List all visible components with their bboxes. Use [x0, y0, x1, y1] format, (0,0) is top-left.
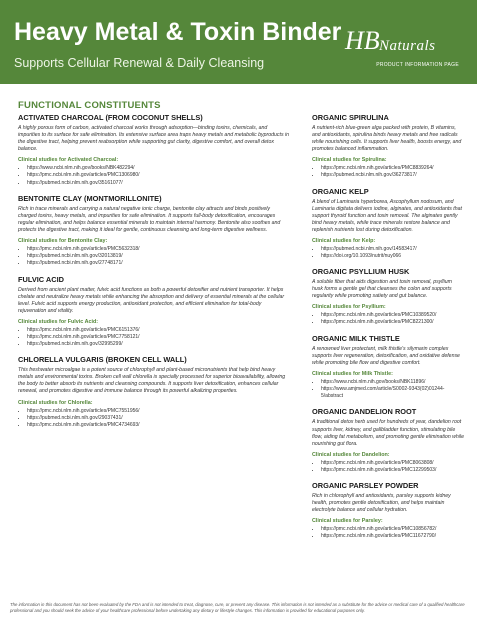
clinical-studies-label: Clinical studies for Bentonite Clay:: [18, 237, 108, 244]
clinical-studies-label: Clinical studies for Psyllium:: [312, 304, 386, 311]
study-link[interactable]: • https://doi.org/10.1093/nutrit/nuy066: [321, 253, 464, 260]
right-column: [312, 113, 464, 548]
page-subtitle: Supports Cellular Renewal & Daily Cleansing: [14, 56, 265, 70]
study-links-list: [312, 246, 464, 261]
ingredient-name: FULVIC ACID: [18, 274, 64, 284]
ingredient-section: [18, 113, 290, 187]
study-link[interactable]: • https://pmc.ncbi.nlm.nih.gov/articles/PMC5632318/: [27, 246, 290, 253]
ingredient-name: ORGANIC PARSLEY POWDER: [312, 481, 419, 491]
clinical-studies-label: Clinical studies for Activated Charcoal:: [18, 157, 119, 164]
clinical-studies-label: Clinical studies for Kelp:: [312, 237, 376, 244]
study-links-list: [18, 408, 290, 430]
ingredient-name: BENTONITE CLAY (MONTMORILLONITE): [18, 193, 162, 203]
study-links-list: [312, 379, 464, 401]
study-link[interactable]: • https://pmc.ncbi.nlm.nih.gov/articles/PMC4734693/: [27, 422, 290, 429]
left-column: [18, 113, 290, 436]
ingredient-name: ORGANIC DANDELION ROOT: [312, 407, 417, 417]
clinical-studies-label: Clinical studies for Milk Thistle:: [312, 370, 393, 377]
section-title: FUNCTIONAL CONSTITUENTS: [18, 100, 161, 111]
ingredient-section: [312, 334, 464, 401]
brand-logo: [339, 26, 459, 76]
logo-brand: Naturals: [379, 38, 436, 54]
study-link[interactable]: • https://pmc.ncbi.nlm.nih.gov/articles/PMC7551956/: [27, 408, 290, 415]
study-link[interactable]: • https://pmc.ncbi.nlm.nih.gov/articles/PMC10856782/: [321, 526, 464, 533]
study-link[interactable]: • https://pmc.ncbi.nlm.nih.gov/articles/PMC6151376/: [27, 327, 290, 334]
study-link[interactable]: • https://pubmed.ncbi.nlm.nih.gov/35161077/: [27, 180, 290, 187]
ingredient-section: [312, 113, 464, 180]
ingredient-description: Derived from ancient plant matter, fulvic acid functions as both a powerful detoxifier and nutrient transporter. It helps chelate and neutralize heavy metals while enhancing the absorption and delivery of essential minerals at the cellular level. Fulvic acid supports energy production, antioxidant protection, and efficient elimination for total-body rejuvenation and vitality.: [18, 286, 285, 314]
logo-mark: HB: [345, 26, 380, 55]
study-links-list: [312, 312, 464, 327]
ingredient-description: A renowned liver protectant, milk thistle's silymarin complex supports liver regeneration, detoxification, and oxidative defense while promoting bile flow and digestive comfort.: [312, 345, 460, 366]
page-title: Heavy Metal & Toxin Binder: [14, 18, 342, 46]
study-link[interactable]: • https://pmc.ncbi.nlm.nih.gov/articles/PMC8221300/: [321, 319, 464, 326]
ingredient-section: [312, 407, 464, 474]
header-banner: [0, 0, 477, 84]
ingredient-section: [312, 187, 464, 261]
clinical-studies-label: Clinical studies for Spirulina:: [312, 157, 387, 164]
clinical-studies-label: Clinical studies for Dandelion:: [312, 451, 390, 458]
study-links-list: [312, 165, 464, 180]
ingredient-name: ORGANIC KELP: [312, 186, 369, 196]
study-link[interactable]: • https://pubmed.ncbi.nlm.nih.gov/27748171/: [27, 260, 290, 267]
ingredient-name: ORGANIC PSYLLIUM HUSK: [312, 267, 410, 277]
study-link[interactable]: • https://www.ncbi.nlm.nih.gov/books/NBK11896/: [321, 379, 464, 386]
study-links-list: [18, 327, 290, 349]
ingredient-description: A nutrient-rich blue-green alga packed with protein, B vitamins, and antioxidants, spirulina binds heavy metals and free radicals while nourishing cells. It supports liver health, boosts energy, and promotes balanced inflammation.: [312, 125, 462, 153]
study-link[interactable]: • https://pmc.ncbi.nlm.nih.gov/articles/PMC12299503/: [321, 467, 464, 474]
clinical-studies-label: Clinical studies for Fulvic Acid:: [18, 318, 99, 325]
ingredient-section: [312, 481, 464, 541]
study-link[interactable]: • https://pmc.ncbi.nlm.nih.gov/articles/PMC8839264/: [321, 165, 464, 172]
ingredient-description: A traditional detox herb used for hundreds of year, dandelion root supports liver, kidney, and gallbladder function, stimulating bile flow, aiding fat metabolism, and promoting gentle elimination while nourishing gut flora.: [312, 419, 464, 447]
study-link[interactable]: • https://pmc.ncbi.nlm.nih.gov/articles/PMC1306980/: [27, 172, 290, 179]
logo-tagline: PRODUCT INFORMATION PAGE: [376, 62, 459, 68]
study-link[interactable]: • https://pubmed.ncbi.nlm.nih.gov/36273817/: [321, 172, 464, 179]
study-link[interactable]: • https://pmc.ncbi.nlm.nih.gov/articles/PMC8063808/: [321, 460, 464, 467]
ingredient-name: CHLORELLA VULGARIS (BROKEN CELL WALL): [18, 355, 187, 365]
clinical-studies-label: Clinical studies for Chlorella:: [18, 399, 93, 406]
study-links-list: [18, 165, 290, 187]
study-links-list: [312, 526, 464, 541]
ingredient-section: [18, 355, 290, 429]
ingredient-description: This freshwater microalgae is a potent source of chlorophyll and plant-based micronutrients that help bind heavy metals and environmental toxins. Broken cell wall chlorella is specially processed for superior bioavailability, allowing the body to better absorb its nutrients and cleansing compounds. It supports liver detoxification, enhances cellular renewal, and promotes digestive and immune balance through its powerful alkalizing properties.: [18, 367, 286, 395]
ingredient-description: A blend of Laminaria hyperborea, Ascophyllum nodosum, and Laminaria digitata delivers iodine, alginates, and antioxidants that support thyroid function and toxin removal. The alginates gently bind heavy metals, while trace minerals restore balance and replenish nutrients lost during detoxification.: [312, 198, 462, 233]
ingredient-description: A soluble fiber that aids digestion and toxin removal, psyllium husk forms a gentle gel that cleanses the colon and supports regularity while promoting satiety and gut balance.: [312, 279, 452, 300]
study-links-list: [312, 460, 464, 475]
ingredient-name: ACTIVATED CHARCOAL (FROM COCONUT SHELLS): [18, 113, 203, 122]
study-link[interactable]: • https://pmc.ncbi.nlm.nih.gov/articles/PMC10389520/: [321, 312, 464, 319]
study-link[interactable]: • https://pubmed.ncbi.nlm.nih.gov/32995299/: [27, 341, 290, 348]
study-link[interactable]: • https://pmc.ncbi.nlm.nih.gov/articles/PMC11672790/: [321, 533, 464, 540]
ingredient-description: Rich in trace minerals and carrying a natural negative ionic charge, bentonite clay attracts and binds positively charged toxins, heavy metals, and impurities for safe elimination. It supports full-body detoxification, encourages regular elimination, and helps balance essential minerals to maintain internal harmony. Bentonite also soothes and protects the digestive tract, making it ideal for gentle, continuous cleansing and long-term digestive wellness.: [18, 205, 281, 233]
study-links-list: [18, 246, 290, 268]
study-link[interactable]: • https://pubmed.ncbi.nlm.nih.gov/29037431/: [27, 415, 290, 422]
ingredient-description: Rich in chlorophyll and antioxidants, parsley supports kidney health, promotes gentle detoxification, and helps maintain electrolyte balance and cellular hydration.: [312, 493, 451, 514]
study-link[interactable]: • https://www.amjmed.com/article/S0002-9343(02)01244-5/abstract: [321, 386, 464, 401]
clinical-studies-label: Clinical studies for Parsley:: [312, 518, 383, 525]
study-link[interactable]: • https://pubmed.ncbi.nlm.nih.gov/32013819/: [27, 253, 290, 260]
ingredient-description: A highly porous form of carbon, activated charcoal works through adsorption—binding toxins, chemicals, and impurities to its surface for safe elimination. Its extensive surface area traps heavy metals and metabolic byproducts in the digestive tract, helping prevent reabsorption while supporting gut clarity, digestive comfort, and overall detox balance.: [18, 125, 290, 153]
ingredient-section: [18, 275, 290, 349]
ingredient-section: [312, 267, 464, 327]
ingredient-section: [18, 194, 290, 268]
disclaimer: The information in this document has not been evaluated by the FDA and is not intended to treat, diagnose, cure, or prevent any disease. This information is not intended as a substitute for the advice or medical care of a qualified healthcare professional and you should seek the advice of your healthcare professional before undertaking any dietary or lifestyle changes. This information is provided for educational purposes only.: [10, 602, 465, 613]
ingredient-name: ORGANIC SPIRULINA: [312, 113, 389, 122]
study-link[interactable]: • https://pubmed.ncbi.nlm.nih.gov/14583417/: [321, 246, 464, 253]
study-link[interactable]: • https://pmc.ncbi.nlm.nih.gov/articles/PMC7758121/: [27, 334, 290, 341]
study-link[interactable]: • https://www.ncbi.nlm.nih.gov/books/NBK482294/: [27, 165, 290, 172]
ingredient-name: ORGANIC MILK THISTLE: [312, 333, 400, 343]
